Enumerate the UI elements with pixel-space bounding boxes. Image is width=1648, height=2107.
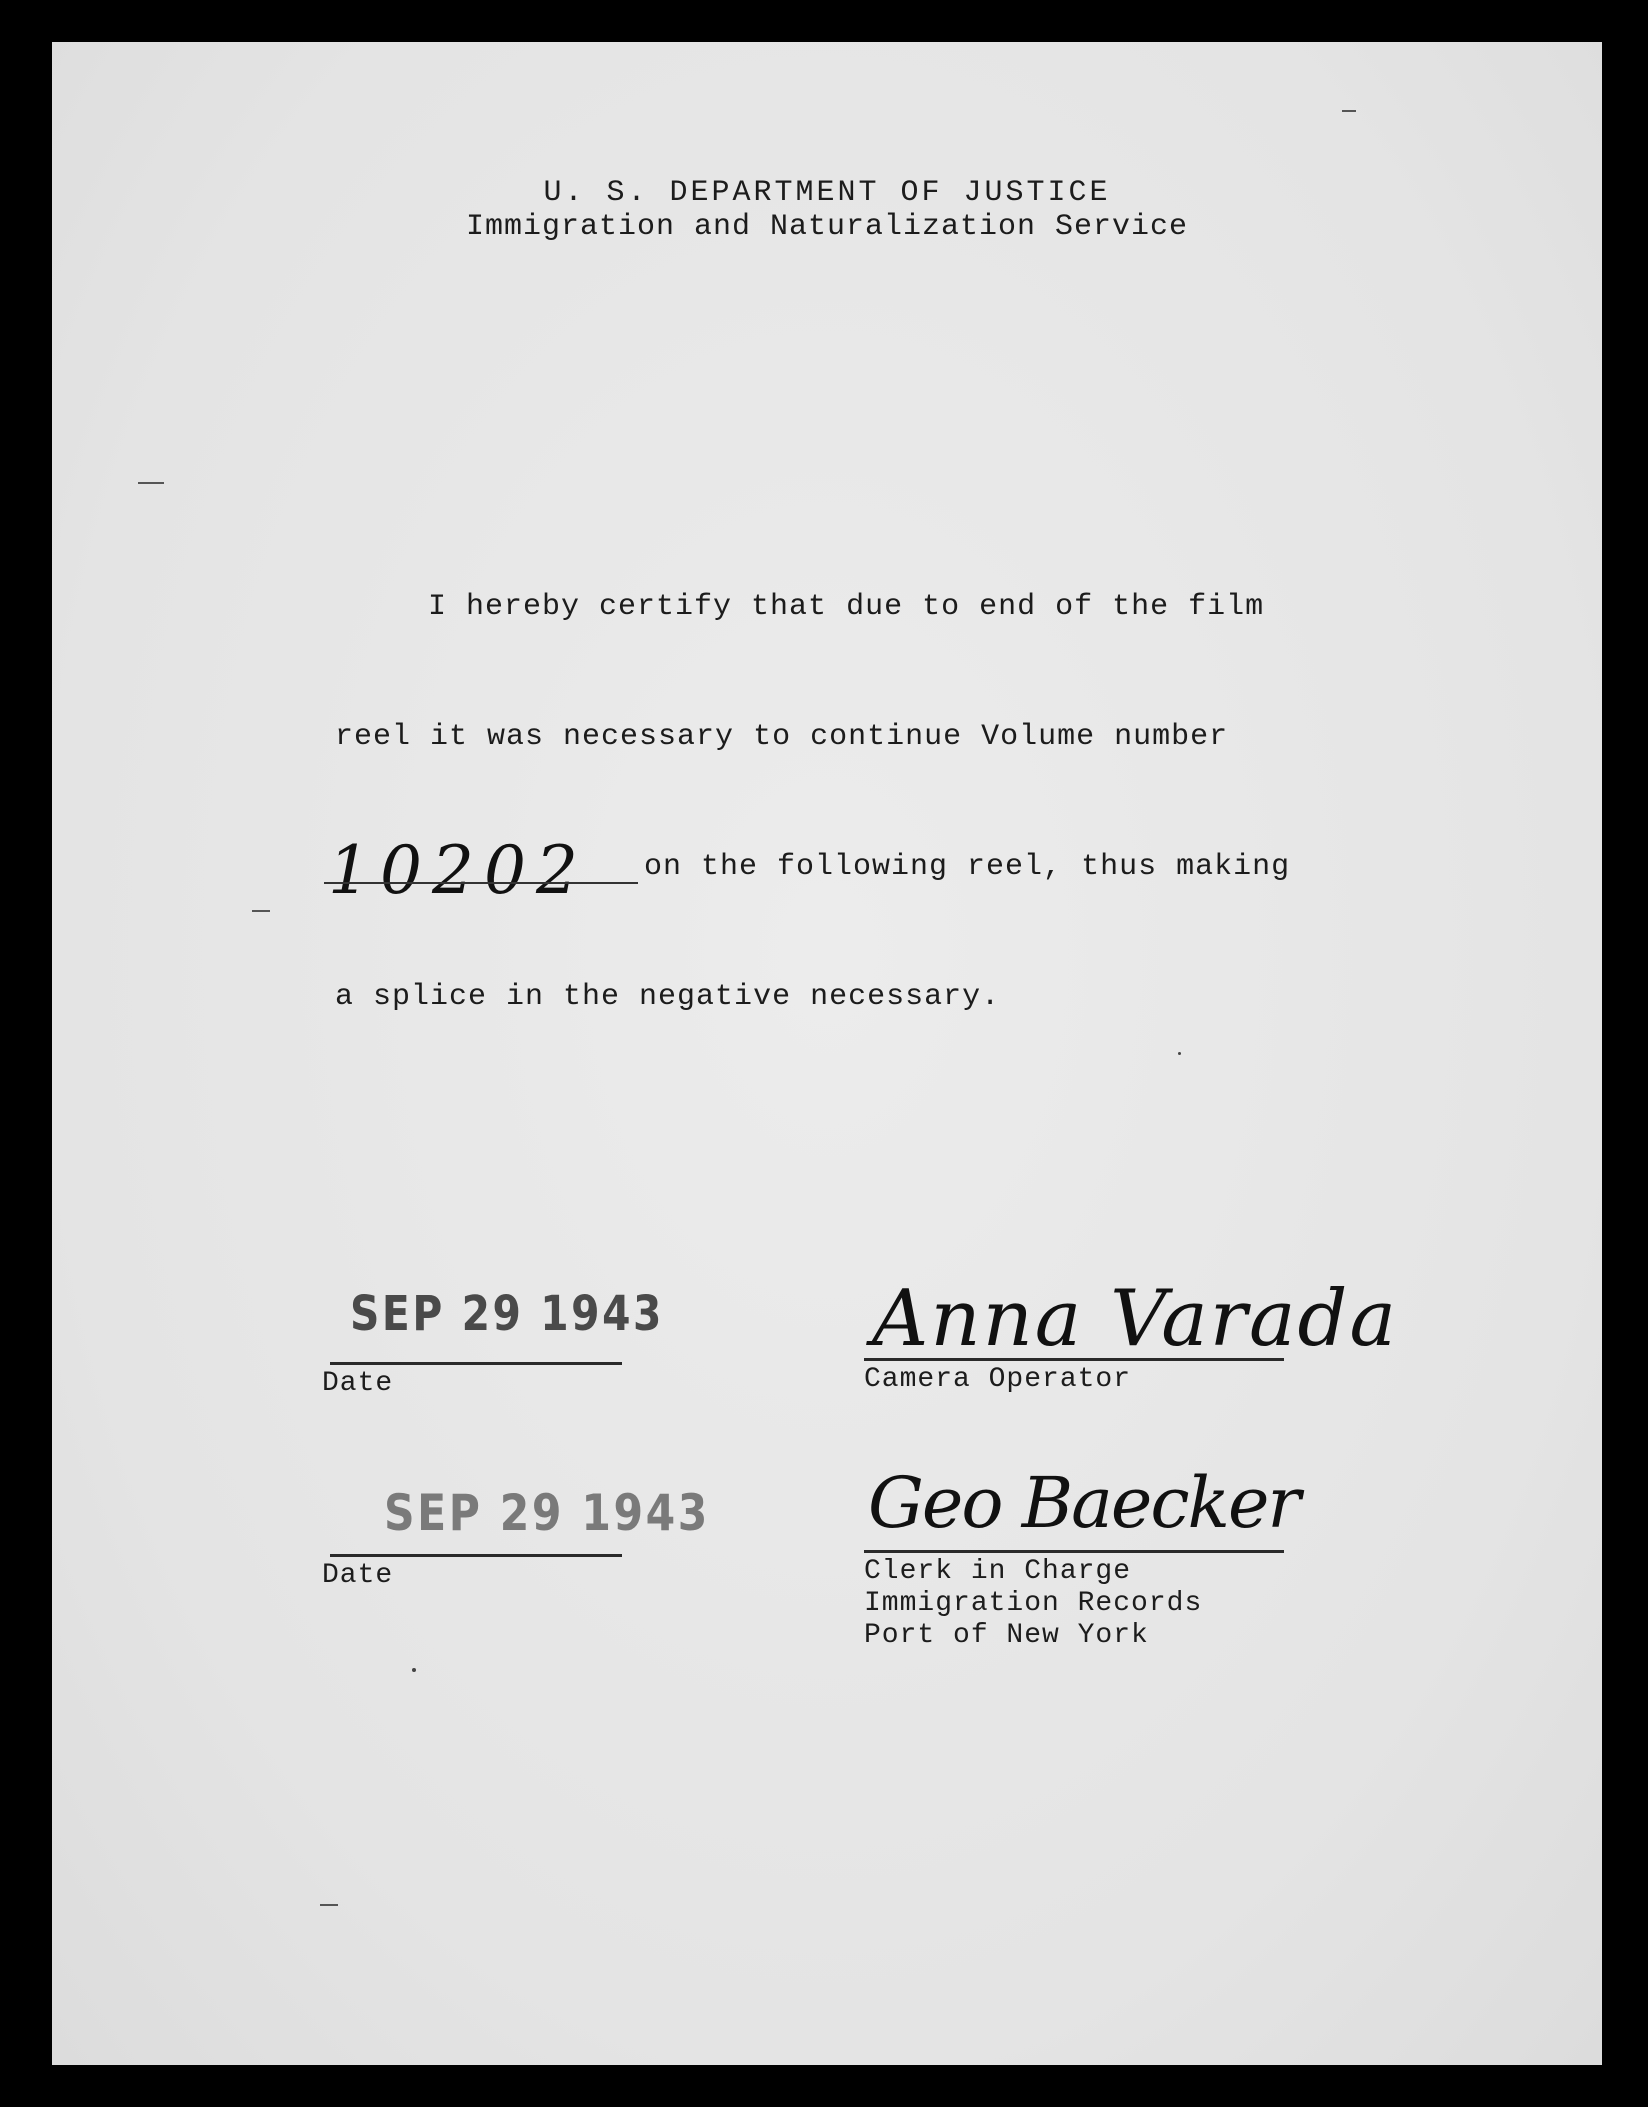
date-stamp-2: SEP 29 1943: [384, 1484, 710, 1542]
clerk-signature: Geo Baecker: [868, 1462, 1299, 1544]
service-heading: Immigration and Naturalization Service: [465, 210, 1189, 244]
camera-operator-rule: [864, 1358, 1284, 1361]
date-label-1: Date: [322, 1368, 394, 1399]
clerk-rule: [864, 1550, 1284, 1553]
agency-heading: U. S. DEPARTMENT OF JUSTICE: [543, 176, 1111, 210]
clerk-title-line-1: Clerk in Charge: [864, 1556, 1132, 1587]
clerk-title-line-3: Port of New York: [864, 1620, 1149, 1651]
camera-operator-title: Camera Operator: [864, 1364, 1132, 1395]
camera-operator-signature: Anna Varada: [872, 1274, 1398, 1364]
margin-mark: [1342, 110, 1356, 112]
scan-speck: [1178, 1052, 1181, 1055]
volume-number-handwritten: 10202: [328, 832, 588, 909]
scan-speck: [412, 1668, 416, 1672]
date-stamp-1: SEP 29 1943: [350, 1286, 664, 1342]
date-rule-2: [330, 1554, 622, 1557]
certificate-line-2: reel it was necessary to continue Volume number: [335, 720, 1229, 754]
certificate-line-4: a splice in the negative necessary.: [335, 980, 1001, 1014]
margin-mark: [252, 910, 270, 912]
clerk-title-line-2: Immigration Records: [864, 1588, 1203, 1619]
date-label-2: Date: [322, 1560, 394, 1591]
margin-mark: [138, 482, 164, 484]
date-rule-1: [330, 1362, 622, 1365]
document-scan: [52, 42, 1602, 2065]
certificate-line-3: on the following reel, thus making: [644, 850, 1291, 884]
margin-mark: [320, 1904, 338, 1906]
volume-number-underline: [324, 882, 638, 884]
certificate-line-1: I hereby certify that due to end of the film: [428, 590, 1265, 624]
